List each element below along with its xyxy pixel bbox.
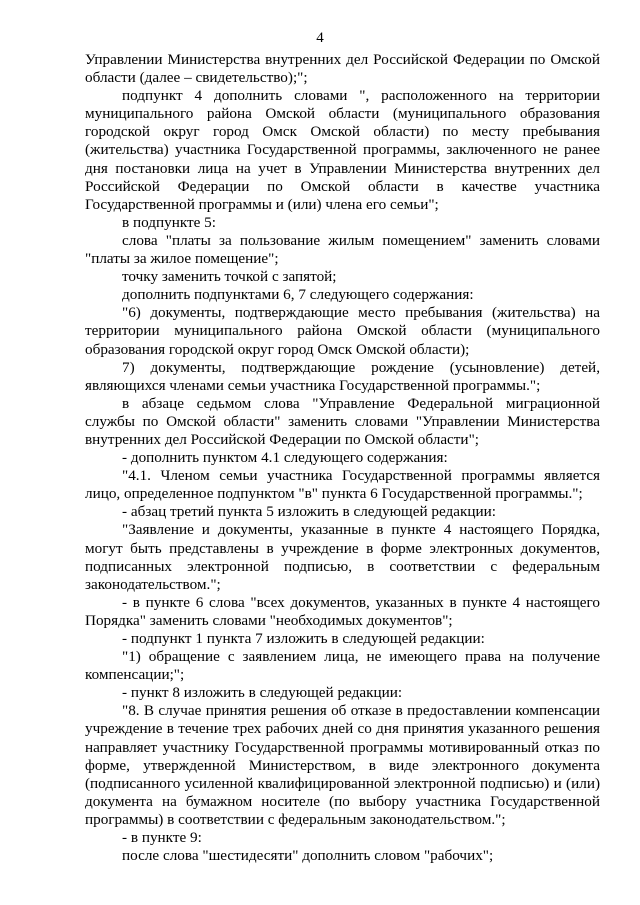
paragraph: "1) обращение с заявлением лица, не имеющего права на получение компенсации;"; [85, 648, 600, 684]
paragraph: подпункт 4 дополнить словами ", расположенного на территории муниципального района Омской области (муниципального образования городской округ город Омск Омской области) по месту пребывания (жительства) участника Государственной программы, заключенного не ранее дня постановки лица на учет в Управлении Министерства внутренних дел Российской Федерации по Омской области в качестве участника Государственной программы и (или) члена его семьи"; [85, 87, 600, 213]
document-body [85, 51, 600, 865]
paragraph-continuation: Управлении Министерства внутренних дел Российской Федерации по Омской области (далее – свидетельство);"; [85, 51, 600, 87]
paragraph: - в пункте 9: [122, 829, 202, 847]
paragraph: "Заявление и документы, указанные в пункте 4 настоящего Порядка, могут быть представлены в учреждение в форме электронных документов, подписанных электронной подписью, в соответствии с федеральным законодательством."; [85, 521, 600, 593]
paragraph: в подпункте 5: [122, 213, 216, 231]
paragraph: "8. В случае принятия решения об отказе в предоставлении компенсации учреждение в течение трех рабочих дней со дня принятия указанного решения направляет участнику Государственной программы мотивированный отказ по форме, утвержденной Министерством, в виде электронного документа (подписанного усиленной квалифицированной электронной подписью) и (или) документа на бумажном носителе (по выбору участника Государственной программы) в соответствии с федеральным законодательством."; [85, 702, 600, 828]
paragraph: "6) документы, подтверждающие место пребывания (жительства) на территории муниципального района Омской области (муниципального образования городской округ город Омск Омской области); [85, 304, 600, 358]
paragraph: - пункт 8 изложить в следующей редакции: [122, 684, 403, 702]
paragraph: "4.1. Членом семьи участника Государственной программы является лицо, определенное подпунктом "в" пункта 6 Государственной программы."; [85, 467, 600, 503]
paragraph: - дополнить пунктом 4.1 следующего содержания: [122, 449, 448, 467]
paragraph: - абзац третий пункта 5 изложить в следующей редакции: [122, 503, 496, 521]
page-number: 4 [316, 30, 324, 46]
paragraph: после слова "шестидесяти" дополнить словом "рабочих"; [122, 847, 494, 865]
paragraph: дополнить подпунктами 6, 7 следующего содержания: [122, 286, 474, 304]
paragraph: - в пункте 6 слова "всех документов, указанных в пункте 4 настоящего Порядка" заменить словами "необходимых документов"; [85, 593, 600, 629]
paragraph: 7) документы, подтверждающие рождение (усыновление) детей, являющихся членами семьи участника Государственной программы."; [85, 358, 600, 394]
paragraph: - подпункт 1 пункта 7 изложить в следующей редакции: [122, 630, 485, 647]
paragraph: точку заменить точкой с запятой; [122, 268, 337, 286]
paragraph: в абзаце седьмом слова "Управление Федеральной миграционной службы по Омской области" заменить словами "Управлении Министерства внутренних дел Российской Федерации по Омской области"; [85, 394, 600, 448]
paragraph: слова "платы за пользование жилым помещением" заменить словами "платы за жилое помещение"; [85, 231, 600, 268]
